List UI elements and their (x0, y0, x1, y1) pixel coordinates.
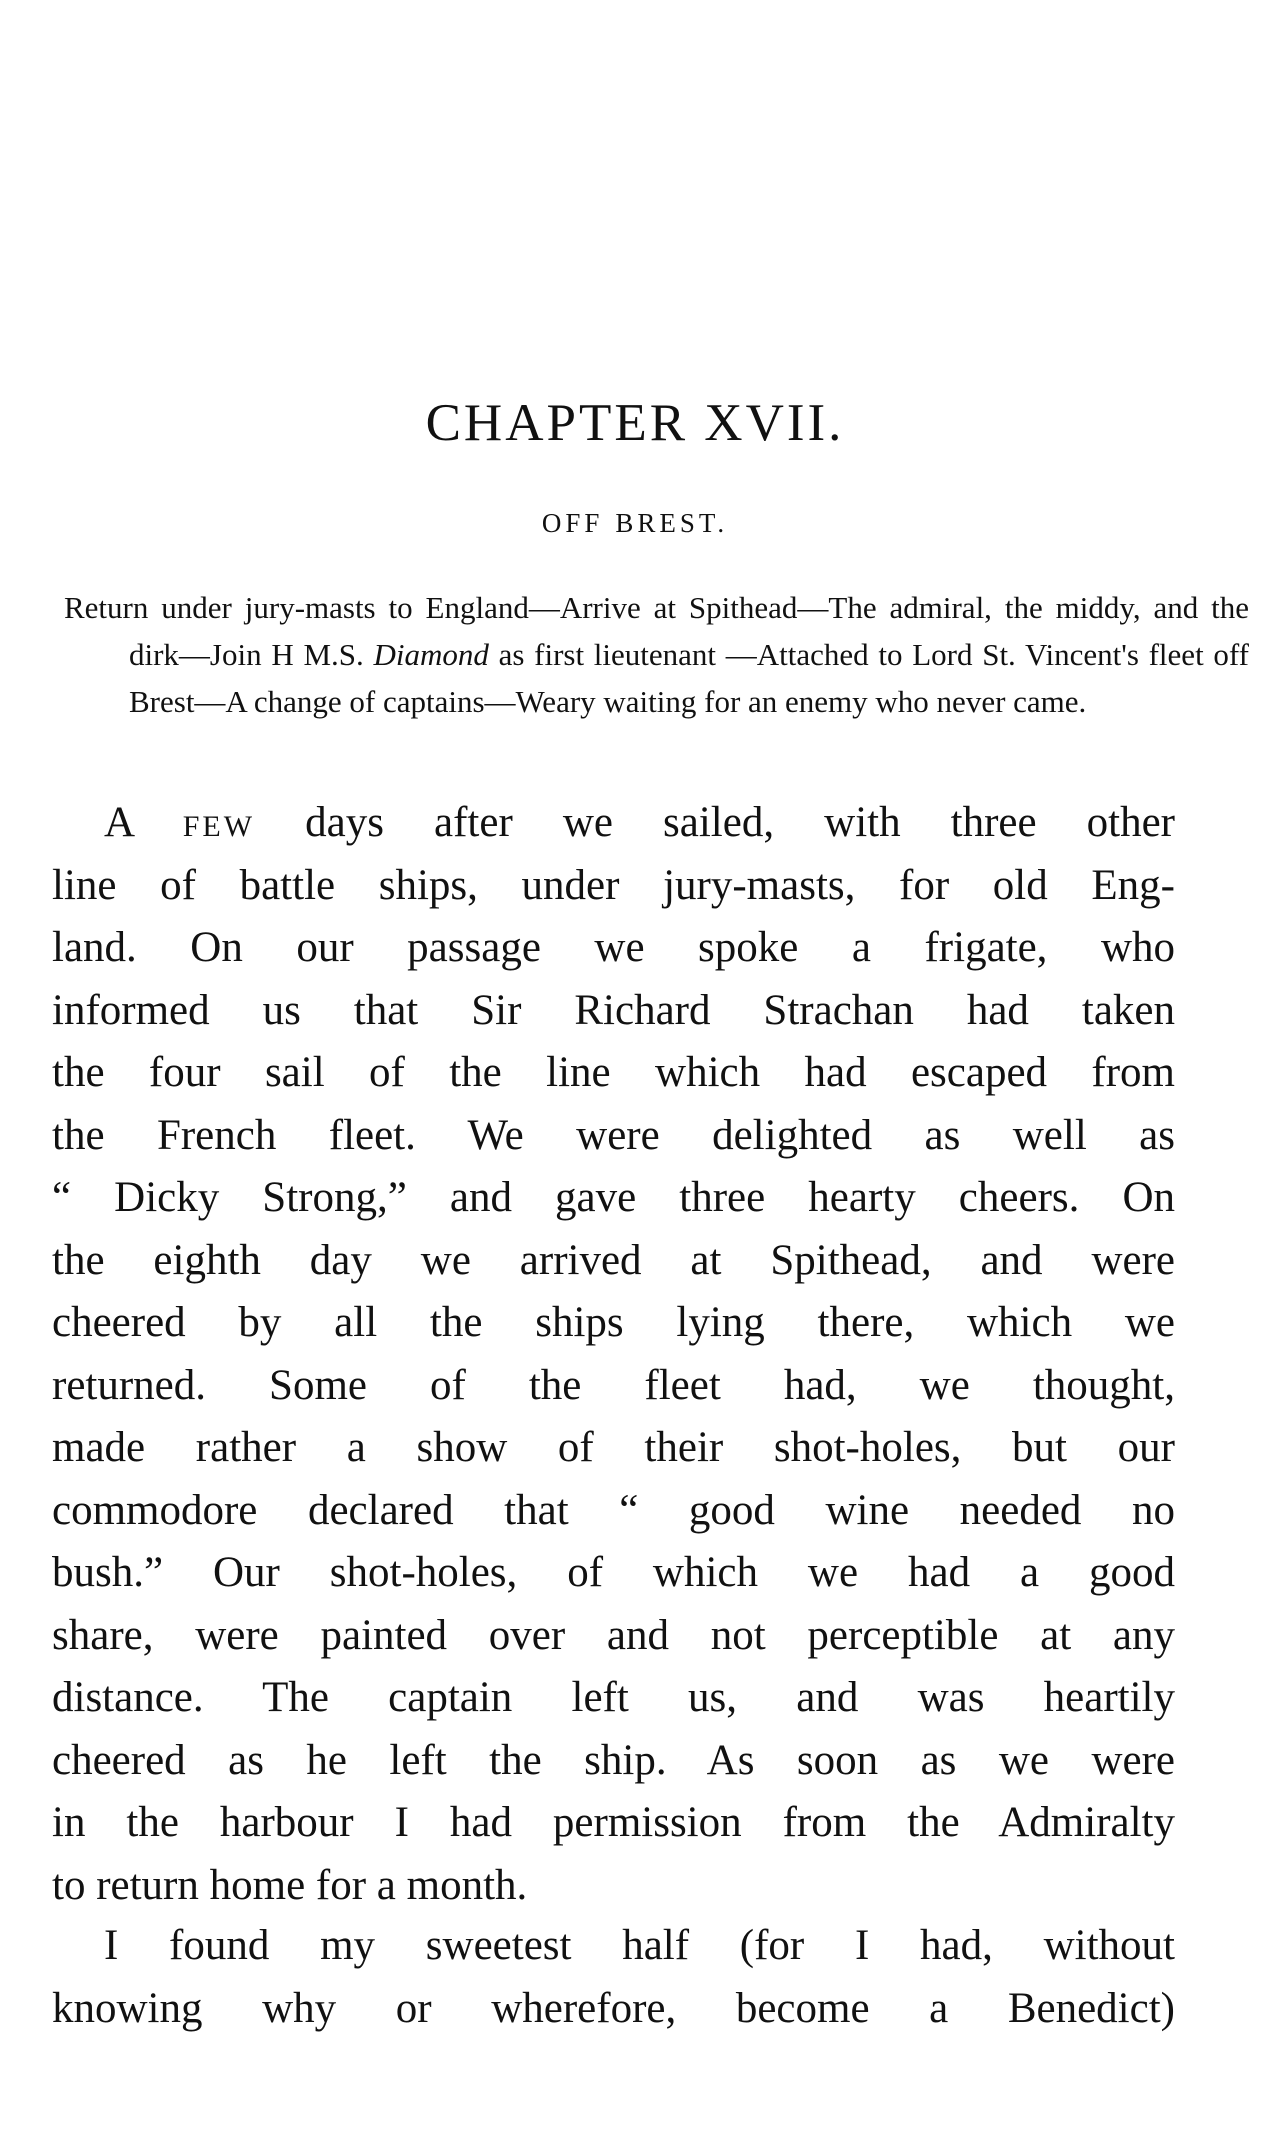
paragraph-1-line-15: distance. The captain left us, and was heartily (52, 1674, 1175, 1721)
paragraph-2-line-1-text: I found my sweetest half (for I had, without (104, 1922, 1175, 1969)
paragraph-1-line-1-text: days after we sailed, with three other (255, 799, 1175, 846)
paragraph-1-line-12: commodore declared that “ good wine needed no (52, 1486, 1175, 1534)
paragraph-2-line-1 (52, 1915, 1175, 1978)
paragraph-2 (52, 1915, 1175, 2040)
paragraph-1-line-9: cheered by all the ships lying there, which we (52, 1299, 1175, 1346)
paragraph-1-line-3: land. On our passage we spoke a frigate, who (52, 924, 1175, 971)
chapter-subtitle-word-1: OFF (541, 508, 604, 538)
paragraph-1-line-4: informed us that Sir Richard Strachan had taken (52, 986, 1175, 1034)
paragraph-1-line-1 (52, 792, 1175, 855)
paragraph-2-line-2: knowing why or wherefore, become a Benedict) (52, 1984, 1175, 2032)
paragraph-1-line-8: the eighth day we arrived at Spithead, and were (52, 1236, 1175, 1284)
paragraph-1-line-7: “ Dicky Strong,” and gave three hearty cheers. On (52, 1174, 1175, 1221)
paragraph-1-line-11: made rather a show of their shot-holes, but our (52, 1424, 1175, 1471)
paragraph-1-line-2: line of battle ships, under jury-masts, for old Eng- (52, 861, 1175, 909)
summary-text-start: Return under jury-masts to England—Arrive at Spithead—The admiral, the middy, and the dirk—Join H M.S. (64, 590, 1249, 672)
paragraph-1-line-14: share, were painted over and not perceptible at any (52, 1611, 1175, 1659)
paragraph-1-line-6: the French fleet. We were delighted as well as (52, 1111, 1175, 1159)
paragraph-1-line-18: to return home for a month. (52, 1861, 528, 1909)
paragraph-1-line-16: cheered as he left the ship. As soon as we were (52, 1736, 1175, 1784)
summary-text-end: as first lieutenant —Attached to Lord St. Vincent's fleet off Brest—A change of captains—Weary waiting for an enemy who never came. (129, 637, 1249, 719)
paragraph-1-line-10: returned. Some of the fleet had, we thought, (52, 1361, 1175, 1409)
dropcap-word: A (104, 799, 133, 846)
chapter-subtitle-word-2: BREST. (615, 508, 729, 538)
summary-ship-name: Diamond (373, 637, 489, 672)
paragraph-1-line-17: in the harbour I had permission from the Admiralty (52, 1799, 1175, 1846)
chapter-summary (64, 584, 1249, 725)
paragraph-1-line-5: the four sail of the line which had escaped from (52, 1049, 1175, 1096)
paragraph-1 (52, 792, 1175, 1917)
chapter-title: CHAPTER XVII. (425, 394, 845, 452)
paragraph-1-line-13: bush.” Our shot-holes, of which we had a good (52, 1549, 1175, 1596)
smallcaps-word: few (182, 799, 256, 846)
chapter-subtitle (0, 503, 1270, 543)
